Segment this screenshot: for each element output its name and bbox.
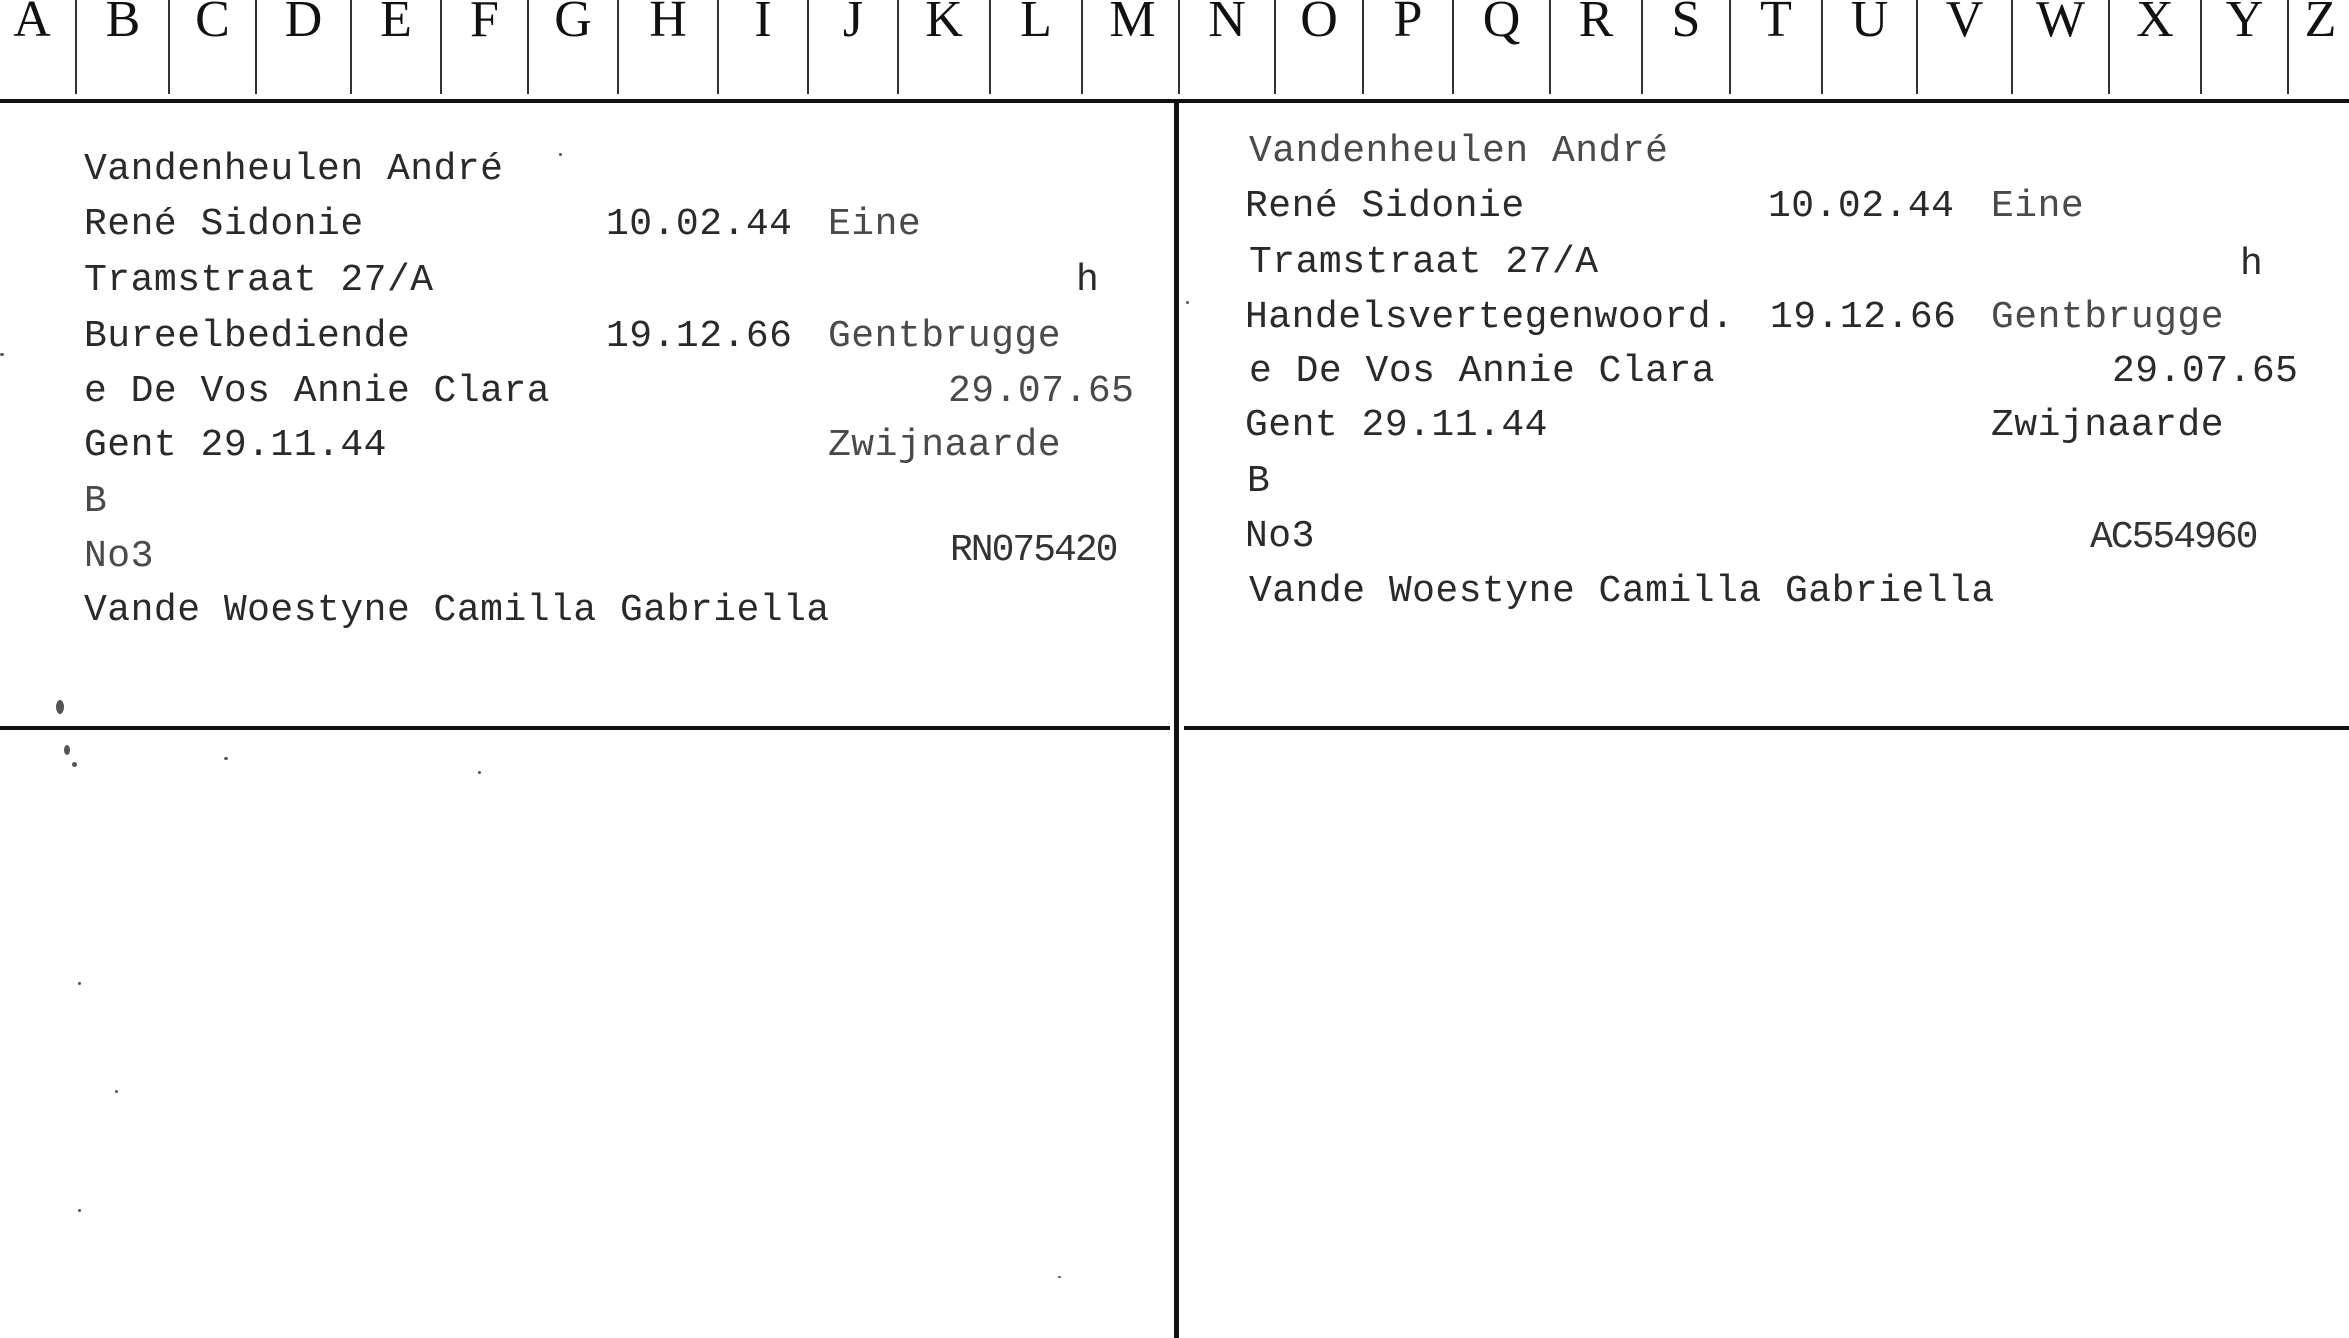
- scan-speck: [1186, 301, 1189, 304]
- right-first-names: René Sidonie: [1245, 185, 1525, 228]
- alpha-letter-k: K: [925, 0, 963, 48]
- alpha-letter-q: Q: [1482, 0, 1521, 48]
- alpha-letter-v: V: [1945, 0, 1984, 48]
- right-date-3: 29.07.65: [2112, 350, 2299, 393]
- alpha-letter-t: T: [1760, 0, 1792, 48]
- right-spouse-birth: Gent 29.11.44: [1245, 404, 1548, 447]
- scan-speck: [64, 745, 70, 755]
- left-card-bottom-rule: [0, 726, 1170, 730]
- alpha-letter-x: X: [2136, 0, 2174, 48]
- right-place-2: Gentbrugge: [1991, 296, 2225, 339]
- alpha-letter-d: D: [284, 0, 323, 48]
- alpha-letter-z: Z: [2304, 0, 2337, 48]
- left-birth-place: Eine: [828, 203, 922, 246]
- left-place-2: Gentbrugge: [828, 315, 1062, 358]
- alpha-letter-s: S: [1671, 0, 1701, 48]
- alpha-letter-w: W: [2035, 0, 2086, 48]
- scan-speck: [0, 353, 4, 356]
- alpha-letter-e: E: [380, 0, 412, 48]
- left-number-label: No3: [84, 535, 154, 578]
- alpha-letter-p: P: [1393, 0, 1423, 48]
- right-date-2: 19.12.66: [1770, 296, 1957, 339]
- left-occupation: Bureelbediende: [84, 315, 411, 358]
- right-card-bottom-rule: [1184, 726, 2349, 730]
- alpha-letter-m: M: [1109, 0, 1156, 48]
- left-street: Tramstraat 27/A: [84, 259, 434, 302]
- alpha-letter-b: B: [105, 0, 141, 48]
- alpha-letter-f: F: [470, 0, 499, 48]
- left-first-names: René Sidonie: [84, 203, 364, 246]
- alpha-letter-r: R: [1578, 0, 1614, 48]
- scan-speck: [78, 1209, 81, 1212]
- alpha-letter-y: Y: [2225, 0, 2264, 48]
- left-date-2: 19.12.66: [606, 315, 793, 358]
- alpha-letter-a: A: [13, 0, 51, 48]
- right-occupation: Handelsvertegenwoord.: [1245, 296, 1735, 339]
- alpha-letter-h: H: [649, 0, 687, 48]
- alpha-letter-o: O: [1300, 0, 1338, 48]
- alpha-letter-j: J: [842, 0, 864, 48]
- left-place-3: Zwijnaarde: [828, 424, 1062, 467]
- alpha-letter-u: U: [1850, 0, 1889, 48]
- right-spouse: e De Vos Annie Clara: [1249, 350, 1716, 393]
- left-date-3: 29.07.65: [948, 370, 1135, 413]
- left-birth-date: 10.02.44: [606, 203, 793, 246]
- alpha-letter-l: L: [1020, 0, 1052, 48]
- right-number-label: No3: [1245, 515, 1315, 558]
- alpha-divider: [2287, 0, 2289, 94]
- alpha-letter-n: N: [1208, 0, 1246, 48]
- scan-speck: [72, 762, 77, 767]
- scan-speck: [478, 771, 481, 774]
- left-spouse: e De Vos Annie Clara: [84, 370, 551, 413]
- right-street: Tramstraat 27/A: [1249, 241, 1599, 284]
- left-mother: Vande Woestyne Camilla Gabriella: [84, 589, 830, 632]
- scan-speck: [224, 757, 228, 760]
- left-reference-stamp: RN075420: [950, 529, 1117, 572]
- right-place-3: Zwijnaarde: [1991, 404, 2225, 447]
- scan-speck: [1058, 1276, 1061, 1278]
- center-divider: [1174, 103, 1179, 1338]
- right-letter-b: B: [1247, 460, 1271, 503]
- left-spouse-birth: Gent 29.11.44: [84, 424, 387, 467]
- left-letter-b: B: [84, 480, 108, 523]
- right-name: Vandenheulen André: [1249, 130, 1669, 173]
- alphabet-index-header: [0, 0, 2349, 96]
- scan-speck: [78, 982, 81, 985]
- left-name: Vandenheulen André: [84, 148, 504, 191]
- right-mother: Vande Woestyne Camilla Gabriella: [1249, 570, 1995, 613]
- alpha-divider: [75, 0, 77, 94]
- right-reference-stamp: AC554960: [2090, 516, 2257, 559]
- scan-speck: [56, 700, 64, 714]
- right-birth-date: 10.02.44: [1768, 185, 1955, 228]
- alpha-letter-c: C: [195, 0, 230, 48]
- left-marker-h: h: [1076, 259, 1100, 302]
- right-birth-place: Eine: [1991, 185, 2085, 228]
- scan-speck: [559, 153, 562, 156]
- right-marker-h: h: [2240, 243, 2264, 286]
- alpha-letter-g: G: [554, 0, 592, 48]
- scan-speck: [115, 1090, 118, 1093]
- alpha-letter-i: I: [754, 0, 772, 48]
